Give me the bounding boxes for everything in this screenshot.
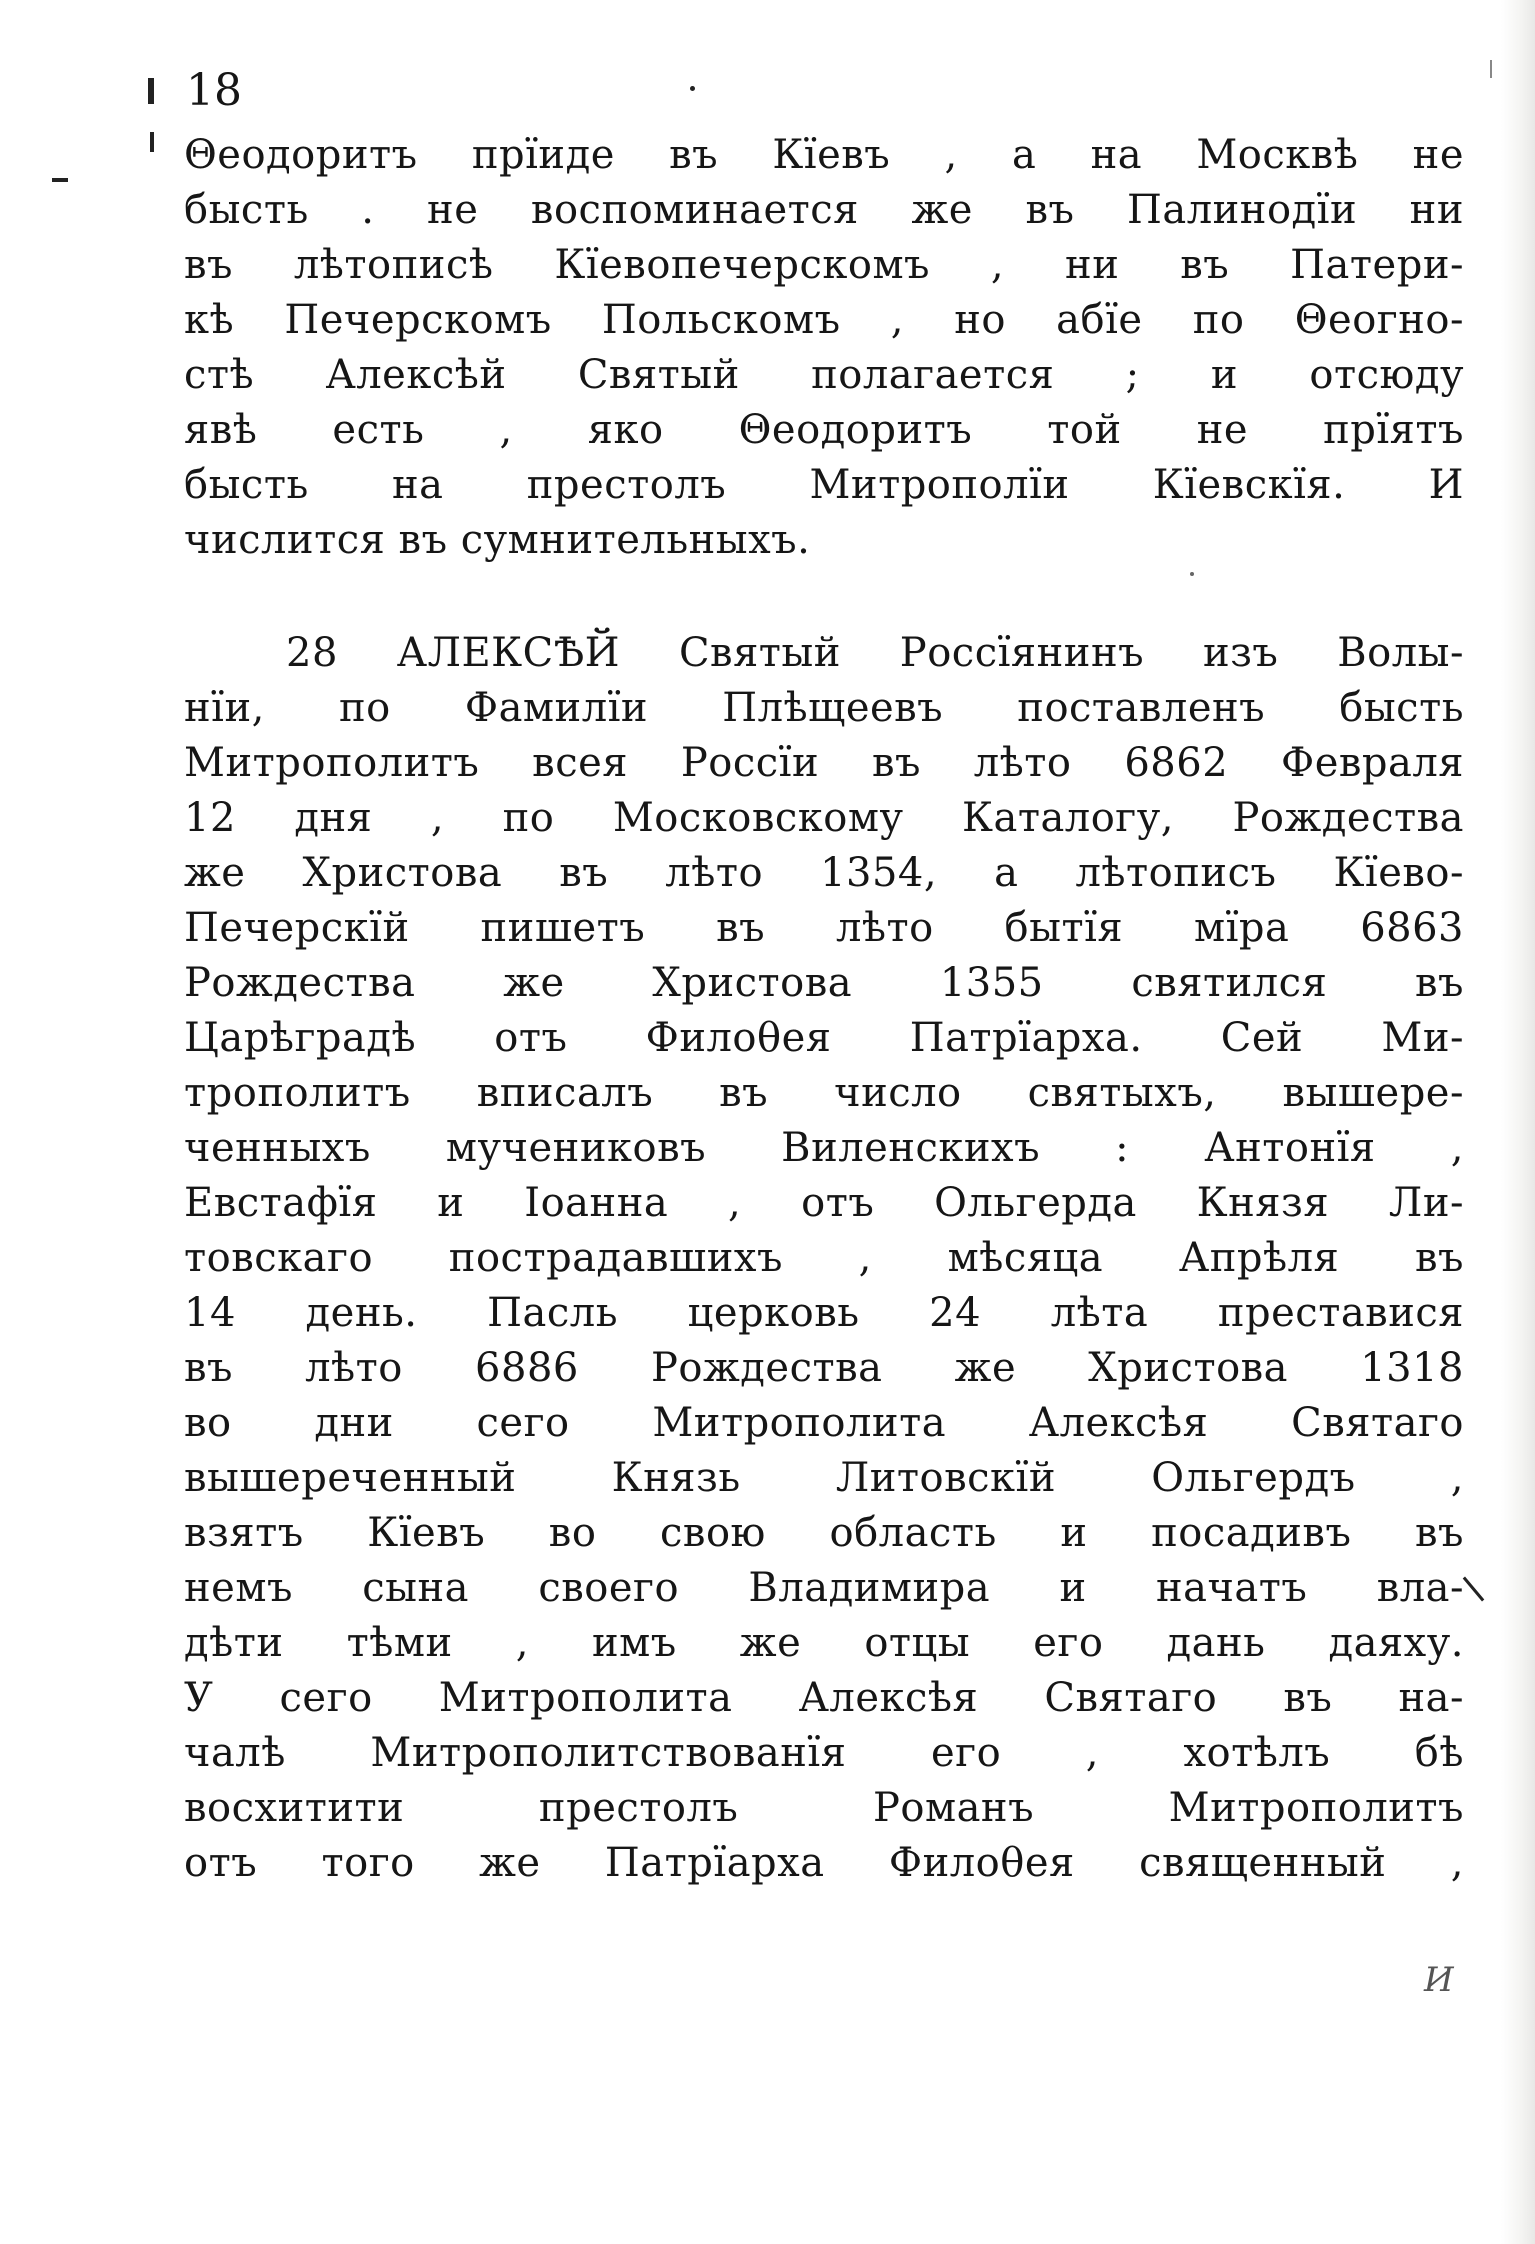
- ink-mark: [150, 132, 154, 152]
- page-edge-shadow: [1501, 0, 1535, 2244]
- text-line: стѣ Алексѣй Святый полагается ; и отсюду: [184, 352, 1464, 398]
- text-line: Печерскїй пишетъ въ лѣто бытїя мїра 6863: [184, 905, 1464, 951]
- text-line: немъ сына своего Владимира и начатъ вла-: [184, 1565, 1464, 1611]
- text-line: въ лѣтописѣ Кїевопечерскомъ , ни въ Патери-: [184, 242, 1464, 288]
- text-line: въ лѣто 6886 Рождества же Христова 1318: [184, 1345, 1464, 1391]
- text-line: чалѣ Митрополитствованїя его , хотѣлъ бѣ: [184, 1730, 1464, 1776]
- text-line: Евстафїя и Іоанна , отъ Ольгерда Князя Ли-: [184, 1180, 1464, 1226]
- text-line: Царѣградѣ отъ Филоθея Патрїарха. Сей Ми-: [184, 1015, 1464, 1061]
- paragraph-theodorit: [184, 128, 1464, 568]
- text-line: 12 дня , по Московскому Каталогу, Рождества: [184, 795, 1464, 841]
- text-line: 14 день. Пасль церковь 24 лѣта преставися: [184, 1290, 1464, 1336]
- text-line: Θеодоритъ прїиде въ Кїевъ , а на Москвѣ не: [184, 132, 1464, 178]
- text-line: отъ того же Патрїарха Филоθея священный ,: [184, 1840, 1464, 1886]
- ink-mark: [1463, 1577, 1485, 1602]
- text-line: бысть . не воспоминается же въ Палинодїи ни: [184, 187, 1464, 233]
- text-line: У сего Митрополита Алексѣя Святаго въ на-: [184, 1675, 1464, 1721]
- catchword: И: [1424, 1960, 1454, 2000]
- text-line: трополитъ вписалъ въ число святыхъ, вышере-: [184, 1070, 1464, 1116]
- paragraph-gap: [184, 568, 1464, 626]
- text-line: товскаго пострадавшихъ , мѣсяца Апрѣля въ: [184, 1235, 1464, 1281]
- text-line: Митрополитъ всея Россїи въ лѣто 6862 Февраля: [184, 740, 1464, 786]
- text-line: числится въ сумнительныхъ.: [184, 517, 811, 563]
- text-line: ченныхъ мучениковъ Виленскихъ : Антонїя ,: [184, 1125, 1464, 1171]
- text-line: 28 АЛЕКСѢЙ Святый Россїянинъ изъ Волы-: [286, 630, 1464, 676]
- text-line: нїи, по Фамилїи Плѣщеевъ поставленъ бысть: [184, 685, 1464, 731]
- text-line: бысть на престолъ Митрополїи Кїевскїя. И: [184, 462, 1464, 508]
- text-line: дѣти тѣми , имъ же отцы его дань даяху.: [184, 1620, 1464, 1666]
- text-line: явѣ есть , яко Θеодоритъ той не прїятъ: [184, 407, 1464, 453]
- ink-mark: [1490, 60, 1492, 78]
- text-line: Рождества же Христова 1355 святился въ: [184, 960, 1464, 1006]
- text-line: вышереченный Князь Литовскїй Ольгердъ ,: [184, 1455, 1464, 1501]
- text-block: [184, 60, 1464, 1891]
- text-line: взятъ Кїевъ во свою область и посадивъ въ: [184, 1510, 1464, 1556]
- page-number: 18: [186, 65, 242, 116]
- paragraph-aleksei: [184, 626, 1464, 1891]
- ink-mark: [148, 78, 154, 104]
- text-line: же Христова въ лѣто 1354, а лѣтописъ Кїево-: [184, 850, 1464, 896]
- text-line: во дни сего Митрополита Алексѣя Святаго: [184, 1400, 1464, 1446]
- text-line: кѣ Печерскомъ Польскомъ , но абїе по Θеогно-: [184, 297, 1464, 343]
- text-line: восхитити престолъ Романъ Митрополитъ: [184, 1785, 1464, 1831]
- ink-mark: [52, 178, 68, 182]
